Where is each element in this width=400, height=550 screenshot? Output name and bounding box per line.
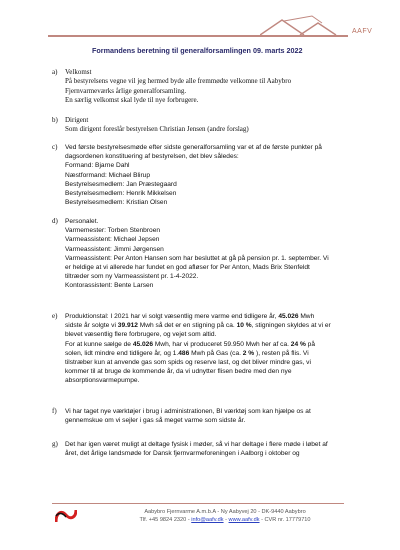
- text-line: Kontorassistent: Bente Larsen: [65, 282, 154, 290]
- text-line: Varmeassistent: Michael Jepsen: [65, 236, 160, 244]
- text-line: Vi har taget nye værktøjer i brug i administrationen, BI værktøj som kan hjælpe os at: [65, 408, 311, 415]
- text-line: solen, lidt mindre end tidligere år, og 1.486 Mwh på Gas (ca. 2 % ), resten på flis. Vi: [65, 349, 309, 357]
- text-line: året, det årlige landsmøde for Dansk fjernvarmeforeningen i Aalborg i oktober og: [65, 450, 300, 458]
- text-line: sidste år solgte vi 39.912 Mwh så det er en stigning på ca. 10 %, stigningen skyldes at vi er: [65, 322, 331, 330]
- text-line: Formand: Bjarne Dahl: [65, 162, 130, 170]
- section-letter: b): [52, 116, 58, 124]
- text-line: tiltræder som ny Varmeassistent pr. 1-4-2022.: [65, 273, 199, 281]
- text-line: Produktionstal: I 2021 har vi solgt væsentlig mere varme end tidligere år, 45.026 Mwh: [65, 313, 315, 320]
- text-line: kommer til at bruge de kommende år, da vi udnytter flisen bedre med den nye: [65, 368, 292, 376]
- section-letter: c): [52, 143, 58, 151]
- text-line: Varmeassistent: Per Anton Hansen som har besluttet at gå på pension pr. 1. september. Vi: [65, 254, 329, 262]
- email-link[interactable]: info@aafv.dk: [191, 517, 224, 523]
- text-line: På bestyrelsens vegne vil jeg hermed byde alle fremmødte velkomne til Aabybro: [65, 77, 292, 86]
- footer-contact: [100, 508, 350, 524]
- text-line: tilstræber kun at anvende gas som spids og reserve last, og det bliver mindre gas, vi: [65, 359, 311, 367]
- section-letter: a): [52, 68, 58, 76]
- section-letter: e): [52, 312, 58, 320]
- website-link[interactable]: www.aafv.dk: [228, 517, 260, 523]
- footer-address: Aabybro Fjernvarme A.m.b.A - Ny Aabyvej 20 - DK-9440 Aabybro: [144, 509, 306, 515]
- footer-contact-line: Tlf. +45 9824 2320 - info@aafv.dk - www.aafv.dk - CVR nr. 17779710: [139, 517, 311, 523]
- document-title: Formandens beretning til generalforsamlingen 09. marts 2022: [92, 46, 303, 55]
- text-line: blevet væsentlig flere forbrugere, og vejet som altid.: [65, 331, 217, 339]
- text-line: absorptionsvarmepumpe.: [65, 377, 140, 385]
- section-letter: d): [52, 217, 58, 225]
- text-line: Som dirigent foreslår bestyrelsen Christian Jensen (andre forslag): [65, 125, 249, 134]
- text-line: Fjernvarmeværks årlige generalforsamling.: [65, 86, 187, 95]
- text-line: Bestyrelsesmedlem: Henrik Mikkelsen: [65, 190, 177, 198]
- text-line: Varmemester: Torben Stenbroen: [65, 227, 161, 235]
- text-line: dagsordenen konstituering af bestyrelsen, det blev således:: [65, 153, 239, 161]
- text-line: En særlig velkomst skal lyde til nye forbrugere.: [65, 95, 199, 104]
- header-rule: [48, 35, 348, 37]
- section-letter: f): [52, 407, 57, 415]
- section-heading: Velkomst: [65, 68, 92, 76]
- text-line: er heldige at vi allerede har fundet en god afløser for Per Anton, Mads Brix Stenfeldt: [65, 264, 310, 272]
- footer-rule: [52, 503, 344, 504]
- house-outline-icon: [260, 14, 350, 36]
- section-heading: Personalet.: [65, 218, 99, 225]
- text-line: Varmeassistent: Jimmi Jørgensen: [65, 245, 164, 253]
- text-line: Ved første bestyrelsesmøde efter sidste generalforsamling var et af de første punkter på: [65, 144, 322, 151]
- text-line: gennemskue om vi sejler i gas så meget varme som sidste år.: [65, 417, 246, 425]
- brand-name: AAFV: [352, 28, 373, 35]
- text-line: For at kunne sælge de 45.026 Mwh, har vi produceret 59.950 Mwh her af ca. 24 % på: [65, 340, 315, 348]
- text-line: Bestyrelsesmedlem: Kristian Olsen: [65, 199, 168, 207]
- text-line: Det har igen været muligt at deltage fysisk i møder, så vi har deltage i flere møde i løbet af: [65, 441, 328, 448]
- section-letter: g): [52, 440, 58, 448]
- section-heading: Dirigent: [65, 116, 89, 124]
- text-line: Bestyrelsesmedlem: Jan Præstegaard: [65, 180, 177, 188]
- company-logo-icon: [55, 509, 77, 523]
- text-line: Næstformand: Michael Blirup: [65, 171, 151, 179]
